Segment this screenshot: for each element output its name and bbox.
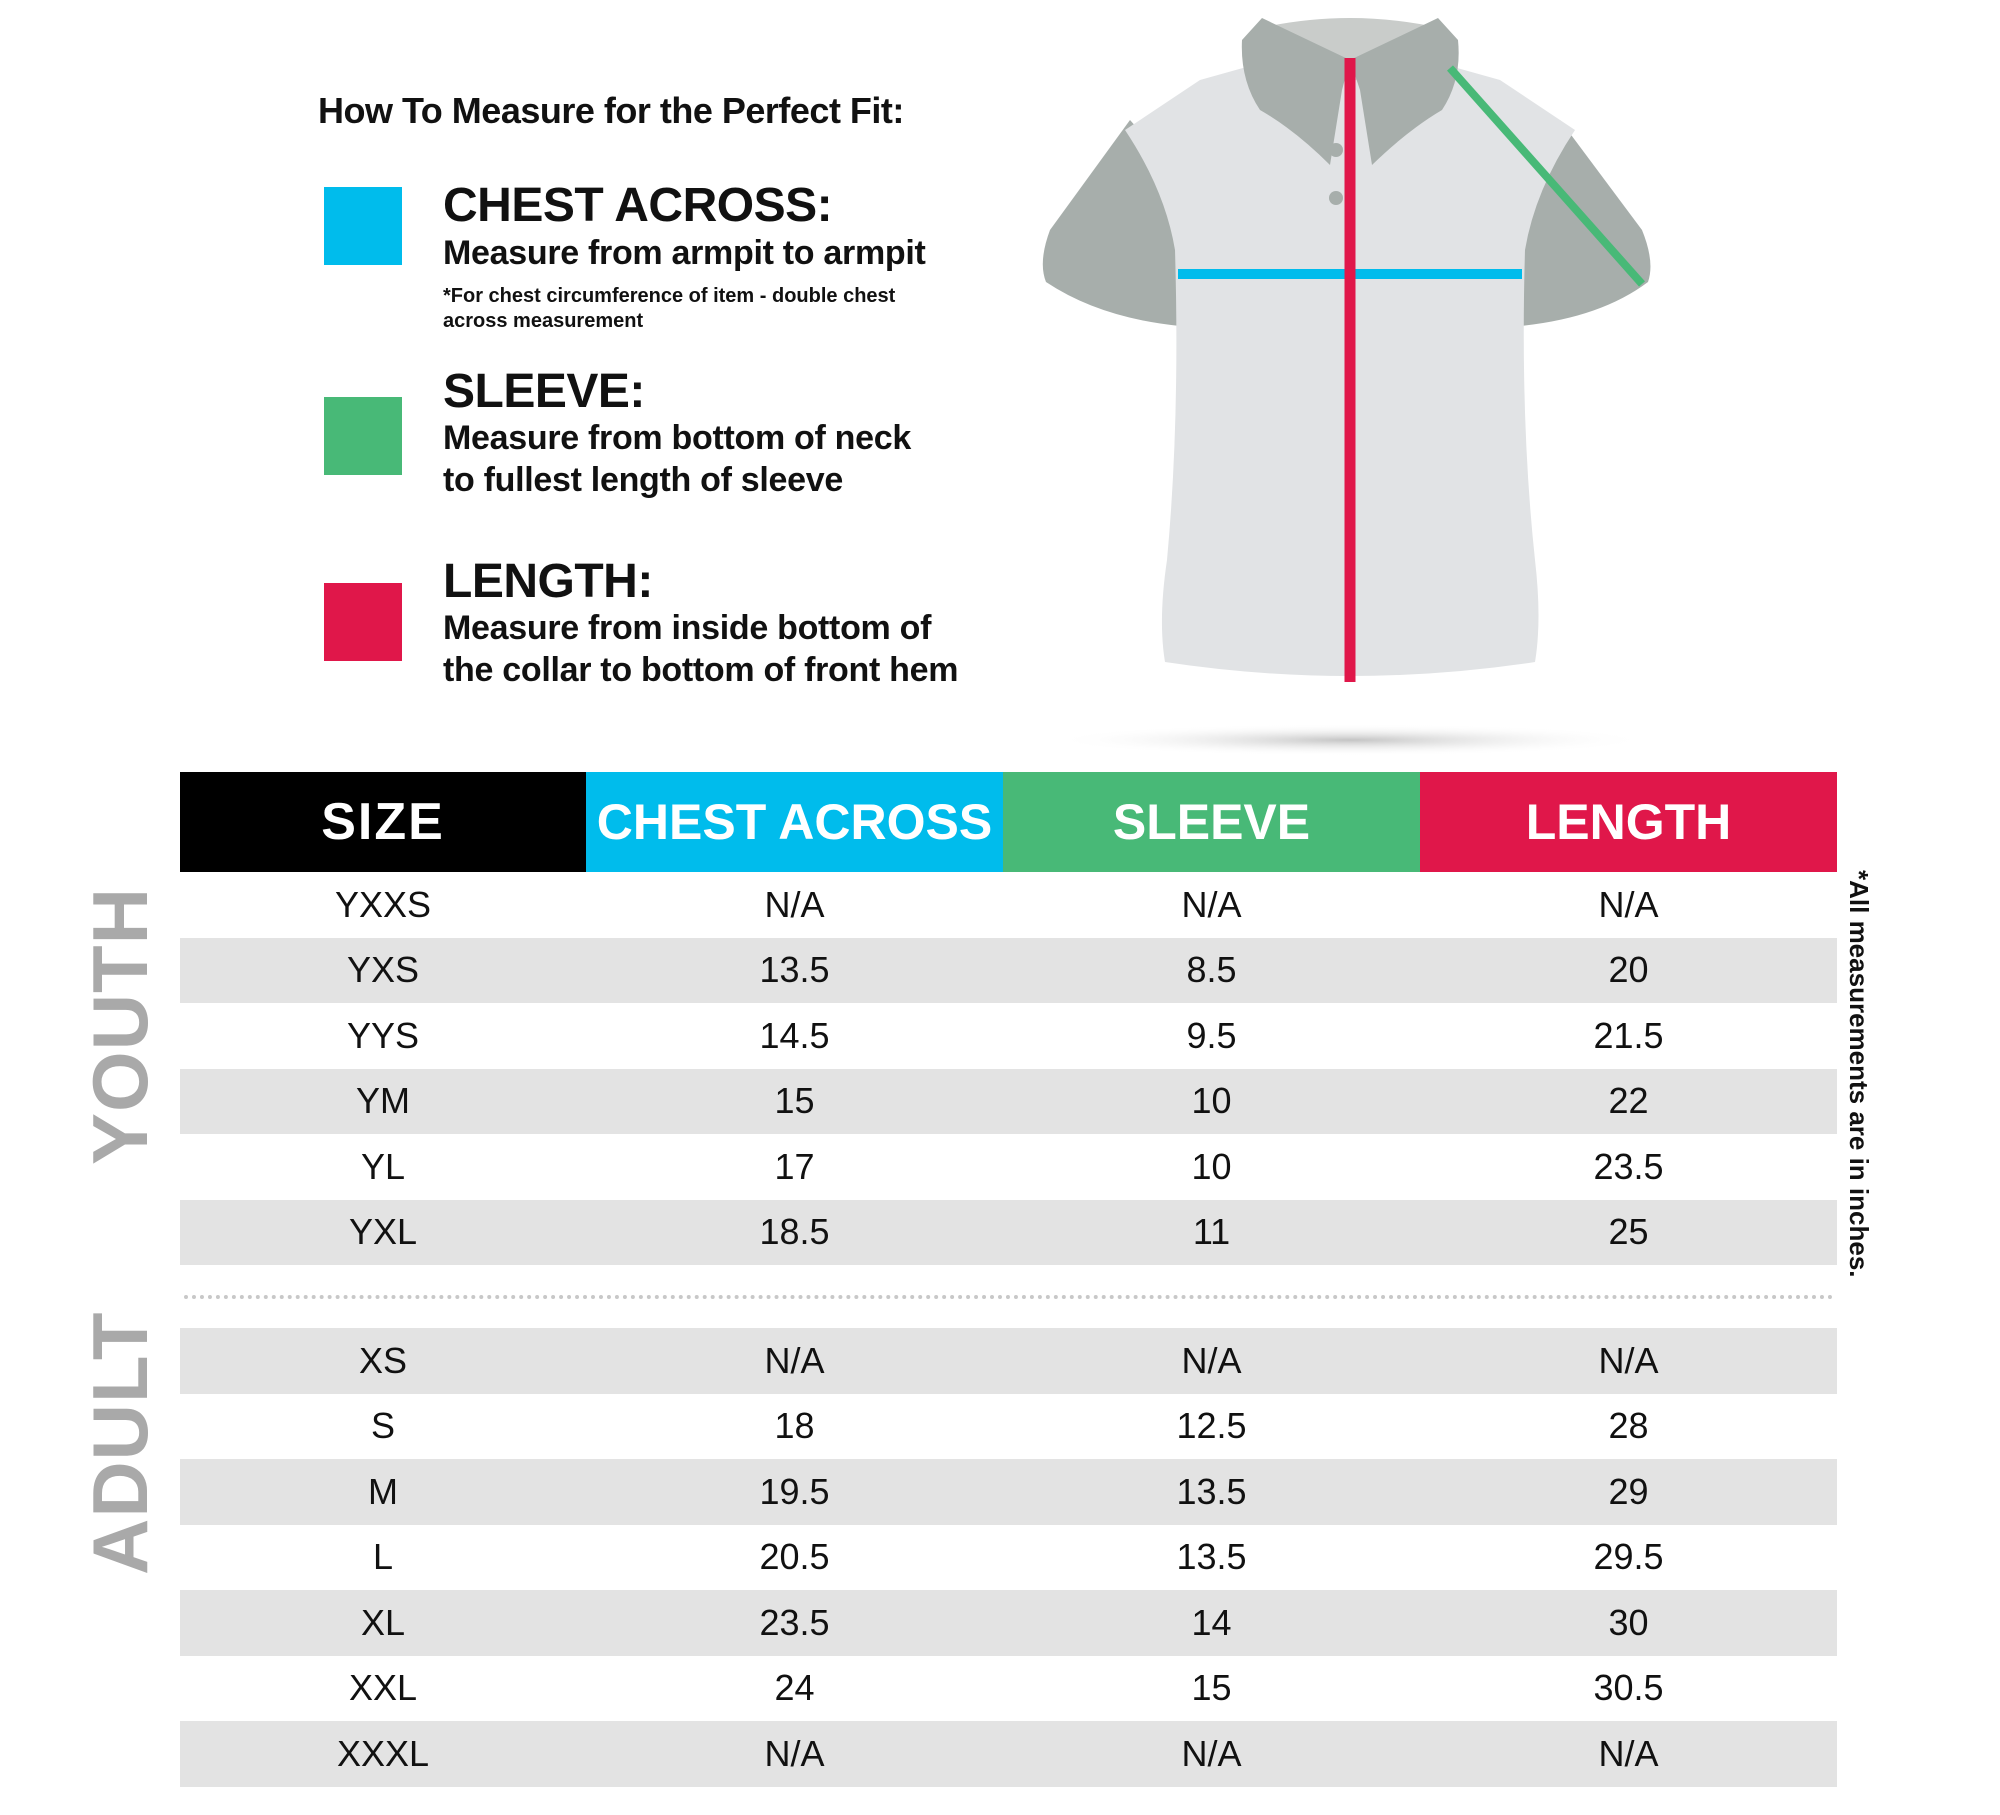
table-row bbox=[180, 1394, 1837, 1460]
size-cell: L bbox=[372, 1536, 394, 1578]
chest-cell: 18.5 bbox=[759, 1211, 830, 1253]
length-cell: 21.5 bbox=[1593, 1014, 1664, 1056]
sleeve-cell: 15 bbox=[1191, 1667, 1232, 1709]
length-description: Measure from inside bottom of the collar to bottom of front hem bbox=[443, 609, 959, 689]
measurement-unit-note: *All measurements are in inches. bbox=[1844, 870, 1874, 1278]
chest-cell: 15 bbox=[774, 1080, 815, 1122]
table-row bbox=[180, 1328, 1837, 1394]
chest-note: *For chest circumference of item - double chest across measurement bbox=[443, 285, 896, 332]
header-length: LENGTH bbox=[1420, 772, 1837, 872]
size-cell: YM bbox=[356, 1080, 410, 1122]
sleeve-cell: 10 bbox=[1191, 1080, 1232, 1122]
length-cell: 29.5 bbox=[1593, 1536, 1664, 1578]
table-row bbox=[180, 938, 1837, 1004]
table-row bbox=[180, 1656, 1837, 1722]
sleeve-cell: 13.5 bbox=[1176, 1536, 1247, 1578]
sleeve-title: SLEEVE: bbox=[443, 365, 645, 418]
sleeve-cell: 14 bbox=[1191, 1601, 1232, 1643]
chest-cell: 18 bbox=[774, 1405, 815, 1447]
size-cell: YXL bbox=[348, 1211, 418, 1253]
header-chest-across: CHEST ACROSS bbox=[586, 772, 1003, 872]
chest-cell: N/A bbox=[764, 883, 825, 925]
chest-cell: 14.5 bbox=[759, 1014, 830, 1056]
length-title: LENGTH: bbox=[443, 555, 653, 608]
sleeve-cell: 10 bbox=[1191, 1145, 1232, 1187]
chest-cell: 20.5 bbox=[759, 1536, 830, 1578]
size-cell: YYS bbox=[346, 1014, 420, 1056]
table-row bbox=[180, 1721, 1837, 1787]
sleeve-description: Measure from bottom of neck to fullest length of sleeve bbox=[443, 419, 911, 499]
length-cell: 29 bbox=[1608, 1470, 1649, 1512]
size-table bbox=[180, 772, 1837, 1787]
length-cell: 25 bbox=[1608, 1211, 1649, 1253]
header-size: SIZE bbox=[180, 772, 586, 872]
group-divider bbox=[184, 1295, 1834, 1299]
table-header bbox=[180, 772, 1837, 872]
size-cell: YXXS bbox=[334, 883, 432, 925]
length-cell: 28 bbox=[1608, 1405, 1649, 1447]
chest-cell: 24 bbox=[774, 1667, 815, 1709]
sleeve-cell: 11 bbox=[1192, 1211, 1231, 1253]
adult-label: ADULT bbox=[76, 1311, 164, 1575]
length-cell: N/A bbox=[1598, 883, 1659, 925]
size-cell: XS bbox=[358, 1339, 408, 1381]
size-cell: XXXL bbox=[336, 1732, 430, 1774]
length-cell: N/A bbox=[1598, 1339, 1659, 1381]
sleeve-cell: N/A bbox=[1181, 1732, 1242, 1774]
sleeve-cell: 13.5 bbox=[1176, 1470, 1247, 1512]
sleeve-cell: 9.5 bbox=[1186, 1014, 1237, 1056]
size-cell: S bbox=[370, 1405, 395, 1447]
length-cell: 30.5 bbox=[1593, 1667, 1664, 1709]
legend-heading: How To Measure for the Perfect Fit: bbox=[318, 90, 904, 131]
length-cell: 22 bbox=[1608, 1080, 1649, 1122]
size-cell: XL bbox=[360, 1601, 406, 1643]
chest-description: Measure from armpit to armpit bbox=[443, 234, 926, 272]
table-row bbox=[180, 1525, 1837, 1591]
table-row bbox=[180, 1003, 1837, 1069]
sleeve-cell: 12.5 bbox=[1176, 1405, 1247, 1447]
header-sleeve: SLEEVE bbox=[1003, 772, 1420, 872]
chest-swatch bbox=[324, 187, 402, 265]
table-row bbox=[180, 1459, 1837, 1525]
sleeve-cell: N/A bbox=[1181, 883, 1242, 925]
sleeve-cell: 8.5 bbox=[1186, 949, 1237, 991]
size-cell: YL bbox=[360, 1145, 406, 1187]
length-cell: 23.5 bbox=[1593, 1145, 1664, 1187]
length-swatch bbox=[324, 583, 402, 661]
chest-cell: N/A bbox=[764, 1732, 825, 1774]
chest-cell: 17 bbox=[774, 1145, 815, 1187]
youth-label: YOUTH bbox=[76, 887, 164, 1165]
size-cell: YXS bbox=[346, 949, 420, 991]
length-cell: N/A bbox=[1598, 1732, 1659, 1774]
polo-shirt-icon bbox=[1030, 0, 1710, 760]
chest-cell: 13.5 bbox=[759, 949, 830, 991]
chest-cell: 23.5 bbox=[759, 1601, 830, 1643]
table-row bbox=[180, 1200, 1837, 1266]
chest-cell: 19.5 bbox=[759, 1470, 830, 1512]
sleeve-cell: N/A bbox=[1181, 1339, 1242, 1381]
table-row bbox=[180, 872, 1837, 938]
table-row bbox=[180, 1590, 1837, 1656]
table-row bbox=[180, 1069, 1837, 1135]
size-cell: XXL bbox=[348, 1667, 418, 1709]
chest-cell: N/A bbox=[764, 1339, 825, 1381]
table-row bbox=[180, 1134, 1837, 1200]
size-cell: M bbox=[368, 1470, 398, 1512]
length-cell: 20 bbox=[1608, 949, 1649, 991]
sleeve-swatch bbox=[324, 397, 402, 475]
length-cell: 30 bbox=[1608, 1601, 1649, 1643]
chest-title: CHEST ACROSS: bbox=[443, 179, 833, 232]
